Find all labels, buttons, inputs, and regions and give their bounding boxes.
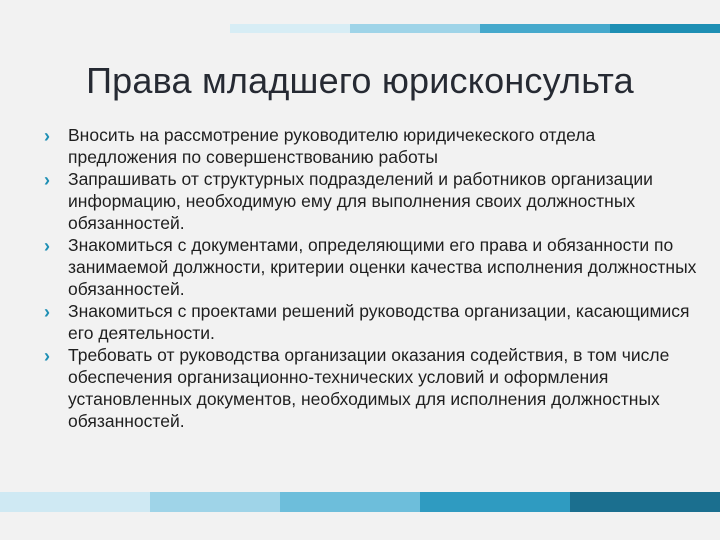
top-decorative-stripe — [230, 24, 720, 33]
band-segment — [280, 492, 420, 512]
band-segment — [420, 492, 570, 512]
list-item — [44, 344, 704, 432]
list-item — [44, 300, 704, 344]
bottom-decorative-band — [0, 492, 720, 512]
chevron-right-icon: › — [44, 126, 50, 146]
slide-title: Права младшего юрисконсульта — [86, 60, 634, 101]
list-item — [44, 168, 704, 234]
chevron-right-icon: › — [44, 302, 50, 322]
chevron-right-icon: › — [44, 170, 50, 190]
band-segment — [570, 492, 720, 512]
bullet-text: Запрашивать от структурных подразделений и работников организации информацию, необходимую ему для выполнения своих должностных обязанностей. — [68, 169, 653, 233]
bullet-text: Вносить на рассмотрение руководителю юридичекеского отдела предложения по совершенствованию работы — [68, 125, 596, 167]
band-segment — [0, 492, 150, 512]
chevron-right-icon: › — [44, 236, 50, 256]
bullet-text: Требовать от руководства организации оказания содействия, в том числе обеспечения организационно-технических условий и оформления установленных документов, необходимых для исполнения должностных обязанностей. — [68, 345, 670, 431]
stripe-segment — [480, 24, 610, 33]
band-segment — [150, 492, 280, 512]
stripe-segment — [610, 24, 720, 33]
bullet-text: Знакомиться с проектами решений руководства организации, касающимися его деятельности. — [68, 301, 690, 343]
list-item — [44, 234, 704, 300]
list-item — [44, 124, 704, 168]
stripe-segment — [230, 24, 350, 33]
bullet-list — [44, 124, 704, 432]
chevron-right-icon: › — [44, 346, 50, 366]
bullet-text: Знакомиться с документами, определяющими его права и обязанности по занимаемой должности, критерии оценки качества исполнения должностных обязанностей. — [68, 235, 697, 299]
stripe-segment — [350, 24, 480, 33]
